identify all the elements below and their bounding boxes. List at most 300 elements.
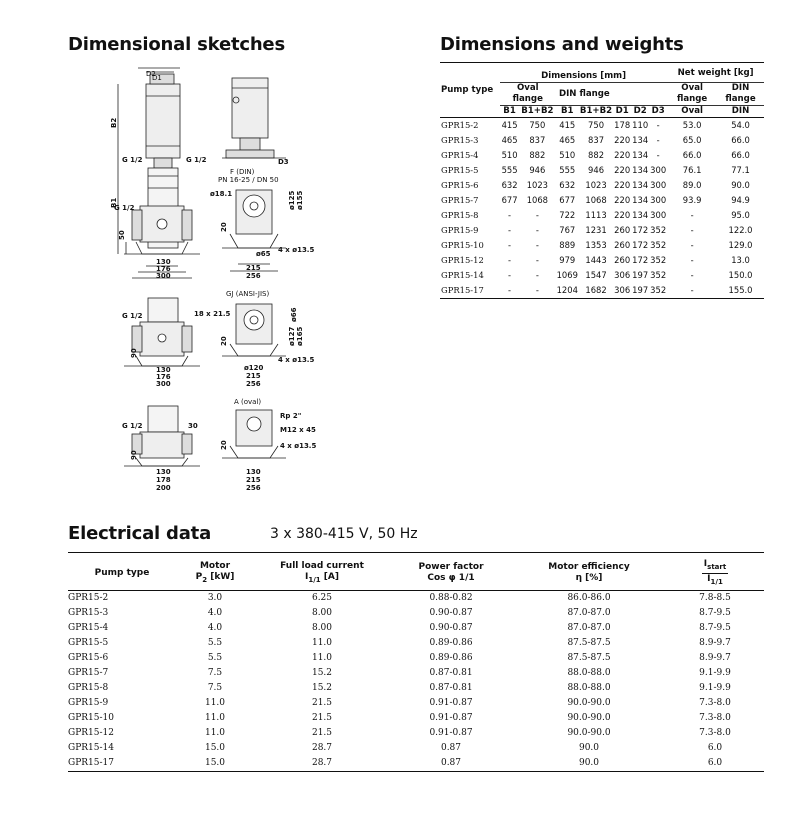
table-row (68, 606, 764, 621)
value-cell: 0.87 (440, 742, 462, 753)
value-cell: 1231 (585, 225, 607, 235)
value-cell: 5.5 (207, 652, 223, 663)
value-cell: - (690, 240, 694, 250)
group-dimensions: Dimensions [mm] (500, 63, 667, 83)
value-cell: 95.0 (731, 210, 750, 220)
value-cell: 750 (519, 118, 555, 134)
pump-type-cell: GPR15-7 (441, 195, 479, 205)
value-cell: 11.0 (311, 652, 333, 663)
label-d18: ø18.1 (210, 190, 233, 198)
value-cell: 110 (631, 118, 649, 134)
table-row (68, 621, 764, 636)
pump-type-cell: GPR15-9 (68, 697, 109, 708)
value-cell: 150.0 (728, 270, 753, 280)
label-d66: ø66 (290, 307, 298, 322)
col-pump-type: Pump type (68, 553, 176, 591)
value-cell: 90.0-90.0 (567, 727, 611, 738)
value-cell: 172 (632, 240, 649, 250)
label-d1: D1 (152, 74, 162, 82)
label-215-2: 215 (246, 372, 261, 380)
col-full-load-current: Full load current $I_{1/1}$ [A] (254, 553, 390, 591)
value-cell: 300 (650, 165, 667, 175)
value-cell: 66.0 (731, 150, 750, 160)
label-d65: ø65 (256, 250, 271, 258)
value-cell: 28.7 (254, 756, 390, 772)
value-cell: - (656, 150, 660, 160)
label-g12-c: G 1/2 (114, 204, 135, 212)
value-cell: 8.00 (311, 622, 333, 633)
value-cell: 352 (650, 255, 667, 265)
value-cell: 555 (501, 165, 518, 175)
value-cell: - (535, 240, 539, 250)
table-row (68, 681, 764, 696)
pump-type-cell: GPR15-17 (440, 283, 500, 299)
value-cell: 134 (632, 210, 649, 220)
value-cell: 21.5 (311, 697, 333, 708)
pump-type-cell: GPR15-17 (68, 756, 176, 772)
value-cell: 178 (613, 118, 631, 134)
label-130-4: 130 (246, 468, 261, 476)
dims-col-header: B1+B2 (519, 106, 555, 118)
label-f-din: F (DIN) (230, 168, 255, 176)
value-cell: 21.5 (311, 727, 333, 738)
value-cell: 632 (501, 180, 518, 190)
value-cell: 8.9-9.7 (699, 652, 731, 663)
value-cell: - (500, 283, 519, 299)
col-istart-ratio: $I_{start}$ $I_{1/1}$ (666, 553, 764, 591)
label-pn: PN 16-25 / DN 50 (218, 176, 279, 184)
value-cell: 11.0 (204, 697, 226, 708)
label-g12-e: G 1/2 (122, 422, 143, 430)
label-d3: D3 (278, 158, 289, 166)
dims-col-header: B1+B2 (579, 106, 613, 116)
value-cell: 1204 (556, 283, 579, 299)
table-row (440, 268, 764, 283)
label-g12-d: G 1/2 (122, 312, 143, 320)
value-cell: 415 (500, 118, 519, 134)
dims-col-header: D3 (649, 106, 667, 118)
label-176-2: 176 (156, 373, 171, 381)
value-cell: 306 (614, 270, 631, 280)
value-cell: 750 (579, 118, 613, 134)
value-cell: 90.0-90.0 (567, 697, 611, 708)
value-cell: 5.5 (207, 637, 223, 648)
pump-type-cell: GPR15-9 (441, 225, 479, 235)
value-cell: 306 (613, 283, 631, 299)
pump-type-cell: GPR15-10 (441, 240, 484, 250)
value-cell: 88.0-88.0 (567, 667, 611, 678)
label-d120: ø120 (244, 364, 264, 372)
value-cell: 220 (614, 210, 631, 220)
value-cell: 1547 (585, 270, 607, 280)
table-row (440, 223, 764, 238)
electrical-data-table (68, 552, 764, 772)
value-cell: 0.87 (390, 756, 512, 772)
value-cell: 134 (632, 135, 649, 145)
table-row (440, 238, 764, 253)
value-cell: 7.8-8.5 (699, 592, 731, 603)
value-cell: 87.5-87.5 (567, 652, 611, 663)
label-90-2: 90 (130, 450, 138, 460)
value-cell: 134 (632, 150, 649, 160)
value-cell: 9.1-9.9 (699, 667, 731, 678)
value-cell: 94.9 (731, 195, 750, 205)
value-cell: - (535, 270, 539, 280)
pump-type-cell: GPR15-2 (440, 118, 500, 134)
value-cell: 0.89-0.86 (429, 652, 473, 663)
value-cell: - (690, 210, 694, 220)
value-cell: 77.1 (731, 165, 750, 175)
label-g12-b: G 1/2 (186, 156, 207, 164)
electrical-data-heading: Electrical data (68, 523, 212, 544)
value-cell: 0.87-0.81 (429, 667, 473, 678)
label-30: 30 (188, 422, 198, 430)
label-d2: D2 (146, 70, 156, 78)
dims-col-header: B1 (500, 106, 519, 118)
value-cell: - (508, 255, 512, 265)
pump-type-cell: GPR15-4 (441, 150, 479, 160)
value-cell: 197 (631, 283, 649, 299)
label-130-3: 130 (156, 468, 171, 476)
value-cell: 1023 (585, 180, 607, 190)
value-cell: 1068 (585, 195, 607, 205)
label-gj: GJ (ANSI-JIS) (226, 290, 270, 298)
table-row (440, 178, 764, 193)
value-cell: 87.0-87.0 (567, 607, 611, 618)
value-cell: 352 (650, 225, 667, 235)
label-d165: ø165 (296, 326, 304, 346)
value-cell: 93.9 (682, 195, 702, 205)
value-cell: 122.0 (728, 225, 753, 235)
pump-type-cell: GPR15-4 (68, 622, 109, 633)
value-cell: 54.0 (717, 118, 764, 134)
pump-type-cell: GPR15-5 (68, 637, 109, 648)
col-power-factor: Power factor Cos φ 1/1 (390, 553, 512, 591)
dimensions-weights-heading: Dimensions and weights (440, 34, 684, 55)
value-cell: 677 (559, 195, 576, 205)
value-cell: 465 (501, 135, 518, 145)
label-hole-1: 4 x ø13.5 (278, 246, 315, 254)
label-256-3: 256 (246, 484, 261, 492)
value-cell: 129.0 (728, 240, 753, 250)
value-cell: 632 (559, 180, 576, 190)
value-cell: 0.91-0.87 (429, 697, 473, 708)
value-cell: 260 (614, 240, 631, 250)
table-row (68, 651, 764, 666)
value-cell: 0.89-0.86 (429, 637, 473, 648)
value-cell: 15.2 (311, 667, 333, 678)
value-cell: 946 (588, 165, 605, 175)
value-cell: 134 (632, 180, 649, 190)
label-20-3: 20 (220, 440, 228, 450)
value-cell: 6.0 (666, 756, 764, 772)
table-row (68, 590, 764, 606)
label-215-3: 215 (246, 476, 261, 484)
value-cell: 510 (501, 150, 518, 160)
value-cell: - (535, 210, 539, 220)
value-cell: 1113 (585, 210, 607, 220)
value-cell: 352 (650, 270, 667, 280)
value-cell: 220 (614, 165, 631, 175)
table-row (440, 118, 764, 134)
value-cell: 0.87-0.81 (429, 682, 473, 693)
value-cell: 1023 (526, 180, 549, 190)
value-cell: 1069 (556, 270, 578, 280)
dims-col-header: DIN (717, 106, 764, 118)
value-cell: - (519, 283, 555, 299)
label-178: 178 (156, 476, 171, 484)
value-cell: - (690, 225, 694, 235)
value-cell: - (508, 225, 512, 235)
label-130-2: 130 (156, 366, 171, 374)
value-cell: 220 (614, 180, 631, 190)
value-cell: 21.5 (311, 712, 333, 723)
pump-type-cell: GPR15-10 (68, 712, 114, 723)
value-cell: 155.0 (717, 283, 764, 299)
value-cell: 352 (650, 240, 667, 250)
value-cell: 15.0 (176, 756, 254, 772)
value-cell: 0.91-0.87 (429, 727, 473, 738)
pump-type-cell: GPR15-7 (68, 667, 109, 678)
label-256-2: 256 (246, 380, 261, 388)
table-row (68, 666, 764, 681)
table-row (68, 756, 764, 772)
value-cell: 1682 (579, 283, 613, 299)
value-cell: 1068 (526, 195, 549, 205)
value-cell: 197 (632, 270, 649, 280)
pump-type-cell: GPR15-2 (68, 592, 109, 603)
dims-col-header: B1 (556, 106, 579, 118)
table-row (68, 741, 764, 756)
value-cell: - (690, 255, 694, 265)
label-b2: B2 (110, 117, 118, 128)
value-cell: 260 (614, 255, 631, 265)
table-row (68, 726, 764, 741)
oval-view-sketch (122, 398, 316, 492)
value-cell: 0.91-0.87 (429, 712, 473, 723)
pump-type-cell: GPR15-14 (68, 742, 114, 753)
value-cell: 722 (559, 210, 576, 220)
value-cell: 946 (529, 165, 546, 175)
value-cell: 767 (559, 225, 576, 235)
value-cell: 172 (632, 255, 649, 265)
value-cell: 220 (614, 150, 631, 160)
value-cell: 260 (614, 225, 631, 235)
label-18x21: 18 x 21.5 (194, 310, 231, 318)
value-cell: 4.0 (207, 607, 223, 618)
pump-type-cell: GPR15-3 (441, 135, 479, 145)
value-cell: 90.0 (731, 180, 750, 190)
value-cell: 979 (559, 255, 576, 265)
value-cell: 87.0-87.0 (567, 622, 611, 633)
label-130: 130 (156, 258, 171, 266)
label-a-oval: A (oval) (234, 398, 262, 406)
label-g12-a: G 1/2 (122, 156, 143, 164)
value-cell: - (667, 283, 717, 299)
value-cell: 7.5 (207, 682, 223, 693)
label-215-1: 215 (246, 264, 261, 272)
table-row (440, 193, 764, 208)
label-d127: ø127 (288, 326, 296, 346)
value-cell: - (508, 240, 512, 250)
value-cell: 300 (650, 195, 667, 205)
label-rp2: Rp 2" (280, 412, 302, 420)
value-cell: 15.2 (311, 682, 333, 693)
value-cell: 8.7-9.5 (699, 622, 731, 633)
value-cell: 837 (529, 135, 546, 145)
value-cell: 15.0 (204, 742, 226, 753)
sub-oval-flange: Oval flange (500, 83, 556, 106)
pump-type-cell: GPR15-6 (441, 180, 479, 190)
value-cell: 13.0 (731, 255, 750, 265)
label-d125: ø125 (288, 190, 296, 210)
value-cell: - (508, 210, 512, 220)
value-cell: 7.3-8.0 (699, 727, 731, 738)
value-cell: 134 (632, 195, 649, 205)
value-cell: 510 (559, 150, 576, 160)
value-cell: 28.7 (311, 742, 333, 753)
value-cell: 882 (588, 150, 605, 160)
value-cell: 352 (649, 283, 667, 299)
value-cell: 8.7-9.5 (699, 607, 731, 618)
value-cell: - (656, 135, 660, 145)
value-cell: 86.0-86.0 (567, 592, 611, 603)
value-cell: 6.0 (707, 742, 723, 753)
value-cell: 300 (650, 210, 667, 220)
value-cell: - (690, 270, 694, 280)
value-cell: 0.90-0.87 (429, 607, 473, 618)
front-view-sketch (110, 68, 207, 280)
value-cell: 8.9-9.7 (699, 637, 731, 648)
pump-type-cell: GPR15-12 (441, 255, 484, 265)
label-d155: ø155 (296, 190, 304, 210)
value-cell: 889 (559, 240, 576, 250)
value-cell: 220 (614, 195, 631, 205)
value-cell: 8.00 (311, 607, 333, 618)
sub-din-flange-w: DIN flange (717, 83, 764, 106)
value-cell: 882 (529, 150, 546, 160)
table-row (440, 133, 764, 148)
label-20-2: 20 (220, 336, 228, 346)
value-cell: 300 (650, 180, 667, 190)
table-row (440, 283, 764, 299)
dims-col-header: D2 (631, 106, 649, 118)
label-176: 176 (156, 265, 171, 273)
dims-col-header: D1 (613, 106, 631, 118)
value-cell: 90.0-90.0 (567, 712, 611, 723)
value-cell: 7.3-8.0 (699, 697, 731, 708)
value-cell: 6.25 (311, 592, 333, 603)
pump-type-cell: GPR15-12 (68, 727, 114, 738)
label-300-2: 300 (156, 380, 171, 388)
value-cell: 88.0-88.0 (567, 682, 611, 693)
value-cell: 220 (614, 135, 631, 145)
value-cell: 11.0 (204, 712, 226, 723)
value-cell: 11.0 (204, 727, 226, 738)
pump-type-cell: GPR15-6 (68, 652, 109, 663)
value-cell: 66.0 (682, 150, 702, 160)
label-200: 200 (156, 484, 171, 492)
table-row (440, 148, 764, 163)
sub-oval-flange-w: Oval flange (667, 83, 717, 106)
value-cell: - (535, 225, 539, 235)
table-row (68, 711, 764, 726)
value-cell: 53.0 (667, 118, 717, 134)
electrical-data-voltage: 3 x 380-415 V, 50 Hz (270, 526, 418, 542)
value-cell: 465 (559, 135, 576, 145)
col-motor-efficiency: Motor efficiency η [%] (512, 553, 666, 591)
dimensions-weights-table (440, 62, 764, 299)
label-90-1: 90 (130, 348, 138, 358)
value-cell: 87.5-87.5 (567, 637, 611, 648)
value-cell: 76.1 (682, 165, 702, 175)
pump-type-cell: GPR15-5 (441, 165, 479, 175)
value-cell: 555 (559, 165, 576, 175)
label-hole-3: 4 x ø13.5 (280, 442, 317, 450)
sub-din-flange: DIN flange (556, 83, 614, 106)
value-cell: 7.5 (207, 667, 223, 678)
value-cell: 7.3-8.0 (699, 712, 731, 723)
dimensional-sketches-heading: Dimensional sketches (68, 34, 285, 55)
table-row (68, 696, 764, 711)
value-cell: 90.0 (578, 742, 600, 753)
value-cell: 0.90-0.87 (429, 622, 473, 633)
value-cell: 66.0 (731, 135, 750, 145)
ansi-view-sketch (122, 290, 314, 388)
value-cell: - (649, 118, 667, 134)
dims-col-header: Oval (667, 106, 717, 118)
label-300: 300 (156, 272, 171, 280)
value-cell: 837 (588, 135, 605, 145)
table-row (440, 208, 764, 223)
col-motor: Motor $P_2$ [kW] (176, 553, 254, 591)
pump-type-cell: GPR15-8 (68, 682, 109, 693)
value-cell: 172 (632, 225, 649, 235)
label-256-1: 256 (246, 272, 261, 280)
side-view-sketch (210, 78, 314, 280)
dimensional-sketches-drawing (108, 66, 388, 506)
value-cell: 1353 (585, 240, 607, 250)
value-cell: 415 (556, 118, 579, 134)
label-20-1: 20 (220, 222, 228, 232)
table-row (440, 163, 764, 178)
value-cell: 134 (632, 165, 649, 175)
table-row (440, 253, 764, 268)
value-cell: - (535, 255, 539, 265)
value-cell: 4.0 (207, 622, 223, 633)
value-cell: 677 (501, 195, 518, 205)
value-cell: 1443 (585, 255, 607, 265)
value-cell: 0.88-0.82 (429, 592, 473, 603)
value-cell: - (508, 270, 512, 280)
value-cell: 89.0 (682, 180, 702, 190)
pump-type-cell: GPR15-3 (68, 607, 109, 618)
label-50: 50 (118, 230, 126, 240)
value-cell: 3.0 (207, 592, 223, 603)
table-row (68, 636, 764, 651)
value-cell: 11.0 (311, 637, 333, 648)
pump-type-cell: GPR15-8 (441, 210, 479, 220)
group-net-weight: Net weight [kg] (667, 63, 764, 83)
label-b1: B1 (110, 197, 118, 208)
label-hole-2: 4 x ø13.5 (278, 356, 315, 364)
label-m12: M12 x 45 (280, 426, 316, 434)
value-cell: 65.0 (682, 135, 702, 145)
col-pump-type: Pump type (440, 63, 500, 118)
value-cell: 90.0 (512, 756, 666, 772)
value-cell: 9.1-9.9 (699, 682, 731, 693)
pump-type-cell: GPR15-14 (441, 270, 484, 280)
